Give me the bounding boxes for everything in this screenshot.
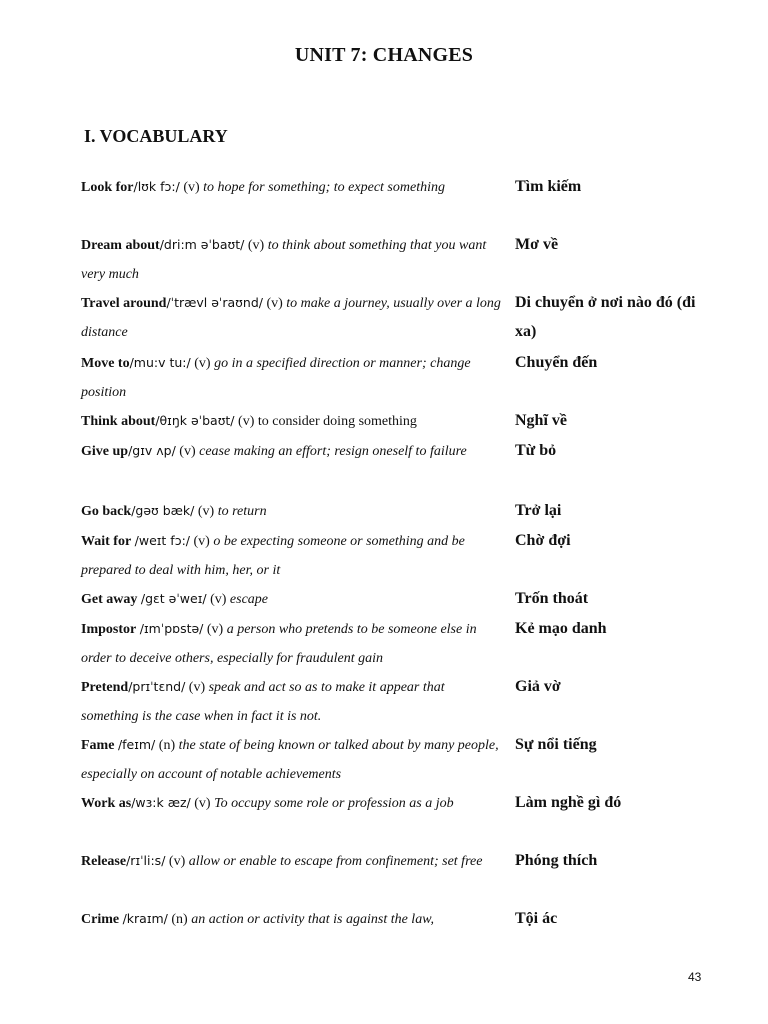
entry-definition [81, 672, 501, 731]
entry-meaning: to think about something that you want very much [81, 238, 487, 282]
entry-term: Look for [81, 180, 134, 195]
entry-definition [81, 172, 501, 202]
page-number: 43 [688, 970, 702, 984]
entry-pronunciation: /ˈtrævl əˈraʊnd/ [166, 295, 263, 310]
entry-pronunciation: /gɪv ʌp/ [128, 443, 176, 458]
entry-definition [81, 904, 501, 934]
entry-pronunciation: /feɪm/ [117, 737, 156, 752]
vocab-entry [0, 672, 768, 730]
vocabulary-list [0, 172, 768, 934]
entry-term: Get away [81, 592, 138, 607]
entry-term: Move to [81, 356, 130, 371]
entry-pos: (n) [171, 912, 188, 927]
entry-pos: (v) [210, 592, 227, 607]
entry-definition [81, 846, 501, 876]
entry-term: Go back [81, 504, 132, 519]
vocab-entry [0, 904, 768, 934]
entry-pos: (v) [238, 414, 255, 429]
entry-translation: Từ bỏ [515, 442, 557, 459]
entry-meaning: allow or enable to escape from confinement; set free [188, 854, 483, 869]
entry-meaning: to consider doing something [257, 414, 417, 429]
entry-meaning: to hope for something; to expect something [203, 180, 445, 195]
entry-meaning: to make a journey, usually over a long distance [81, 296, 501, 340]
entry-meaning: escape [229, 592, 268, 607]
vocab-entry [0, 526, 768, 584]
entry-pos: (v) [197, 504, 215, 519]
entry-pronunciation: /dri:m əˈbaʊt/ [159, 237, 245, 252]
vocab-entry [0, 348, 768, 406]
entry-pronunciation: /lʊk fɔ:/ [133, 179, 180, 194]
entry-translation: Phóng thích [515, 852, 598, 869]
vocab-entry [0, 614, 768, 672]
entry-translation: Chuyển đến [515, 354, 598, 371]
entry-translation: Trốn thoát [515, 590, 589, 607]
entry-translation: Trở lại [515, 502, 562, 519]
entry-term: Release [81, 854, 127, 869]
vocab-entry [0, 230, 768, 288]
entry-pronunciation: /weɪt fɔ:/ [134, 533, 190, 548]
entry-pos: (v) [179, 444, 196, 459]
entry-translation: Tội ác [515, 910, 558, 927]
entry-translation: Tìm kiếm [515, 178, 582, 195]
entry-term: Crime [81, 912, 120, 927]
vocab-entry [0, 406, 768, 436]
entry-translation: Giả vờ [515, 678, 561, 695]
entry-pos: (v) [194, 356, 211, 371]
entry-pos: (v) [247, 238, 265, 253]
entry-term: Fame [81, 738, 115, 753]
entry-meaning: To occupy some role or profession as a job [214, 796, 454, 811]
vocab-entry [0, 788, 768, 846]
entry-definition [81, 584, 501, 614]
entry-pronunciation: /rɪˈli:s/ [126, 853, 166, 868]
vocab-entry [0, 730, 768, 788]
vocab-entry [0, 436, 768, 496]
entry-meaning: the state of being known or talked about by many people, especially on account of notable achievements [81, 738, 499, 782]
entry-definition [81, 288, 501, 347]
entry-meaning: go in a specified direction or manner; change position [81, 356, 471, 400]
entry-pronunciation: /prɪˈtɛnd/ [128, 679, 186, 694]
entry-pronunciation: /θɪŋk əˈbaʊt/ [155, 413, 235, 428]
entry-meaning: a person who pretends to be someone else in order to deceive others, especially for fraudulent gain [81, 622, 477, 666]
vocab-entry [0, 288, 768, 348]
entry-translation: Mơ về [515, 236, 559, 253]
entry-definition [81, 348, 501, 407]
entry-pos: (n) [158, 738, 176, 753]
entry-meaning: to return [217, 504, 267, 519]
entry-pos: (v) [168, 854, 186, 869]
entry-definition [81, 230, 501, 289]
entry-translation: Làm nghề gì đó [515, 794, 622, 811]
entry-term: Impostor [81, 622, 137, 637]
entry-term: Wait for [81, 534, 132, 549]
entry-translation: Nghĩ về [515, 412, 567, 429]
entry-definition [81, 406, 501, 436]
entry-term: Dream about [81, 238, 160, 253]
entry-pos: (v) [266, 296, 283, 311]
entry-pos: (v) [194, 796, 211, 811]
entry-translation: Sự nổi tiếng [515, 736, 597, 753]
entry-definition [81, 614, 501, 673]
entry-term: Give up [81, 444, 129, 459]
entry-term: Pretend [81, 680, 129, 695]
entry-pronunciation: /wɜ:k æz/ [131, 795, 191, 810]
entry-meaning: speak and act so as to make it appear that something is the case when in fact it is not. [81, 680, 445, 724]
entry-translation: Chờ đợi [515, 532, 571, 549]
entry-term: Think about [81, 414, 156, 429]
entry-pronunciation: /kraɪm/ [122, 911, 168, 926]
entry-pos: (v) [188, 680, 206, 695]
entry-translation: Di chuyển ở nơi nào đó (đi xa) [515, 294, 696, 340]
entry-definition [81, 496, 501, 526]
entry-pos: (v) [193, 534, 210, 549]
entry-term: Travel around [81, 296, 167, 311]
entry-meaning: an action or activity that is against the law, [191, 912, 434, 927]
entry-meaning: cease making an effort; resign oneself to failure [199, 444, 467, 459]
entry-pos: (v) [206, 622, 224, 637]
vocab-entry [0, 846, 768, 904]
entry-pos: (v) [183, 180, 200, 195]
entry-pronunciation: /ɪmˈpɒstə/ [139, 621, 204, 636]
entry-definition [81, 526, 501, 585]
section-heading: I. VOCABULARY [84, 126, 228, 146]
vocab-entry [0, 172, 768, 230]
entry-meaning: o be expecting someone or something and be prepared to deal with him, her, or it [81, 534, 465, 578]
entry-translation: Kẻ mạo danh [515, 620, 607, 637]
entry-definition [81, 730, 501, 789]
entry-pronunciation: /gəʊ bæk/ [131, 503, 195, 518]
entry-pronunciation: /mu:v tu:/ [129, 355, 191, 370]
entry-definition [81, 436, 501, 466]
entry-definition [81, 788, 501, 818]
entry-pronunciation: /gɛt əˈweɪ/ [140, 591, 207, 606]
vocab-entry [0, 496, 768, 526]
vocab-entry [0, 584, 768, 614]
page-title: UNIT 7: CHANGES [294, 44, 474, 66]
entry-term: Work as [81, 796, 132, 811]
